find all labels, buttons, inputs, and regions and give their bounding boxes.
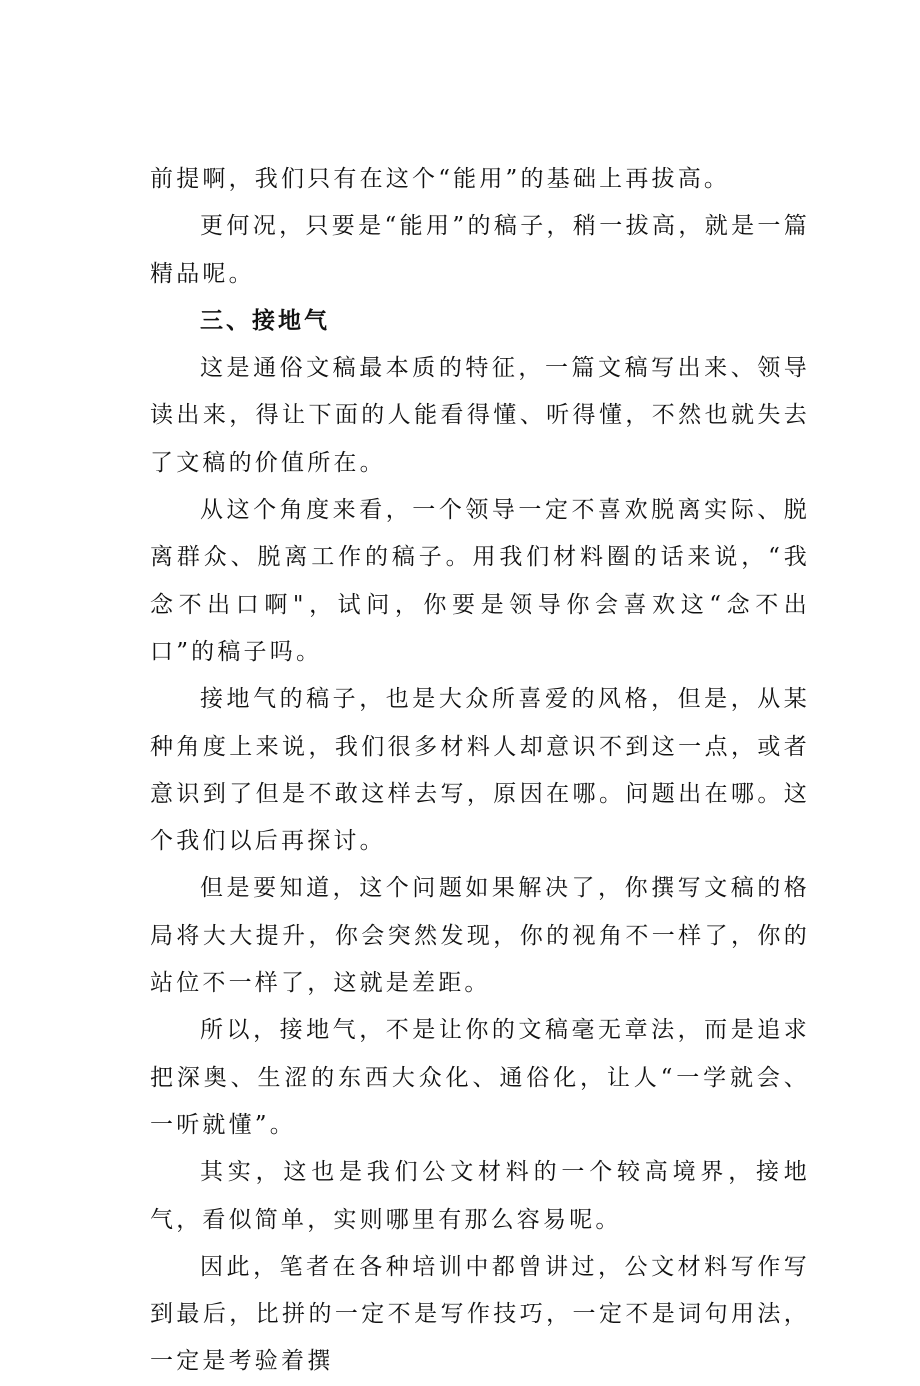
paragraph-9: 因此，笔者在各种培训中都曾讲过，公文材料写作写到最后，比拼的一定不是写作技巧，一定不是词句用法，一定是考验着撰: [150, 1253, 810, 1375]
paragraph-4: 从这个角度来看，一个领导一定不喜欢脱离实际、脱离群众、脱离工作的稿子。用我们材料圈的话来说，“我念不出口啊"，试问，你要是领导你会喜欢这“念不出口”的稿子吗。: [150, 497, 810, 665]
section-heading: 三、接地气: [200, 307, 330, 334]
paragraph-5: 接地气的稿子，也是大众所喜爱的风格，但是，从某种角度上来说，我们很多材料人却意识不到这一点，或者意识到了但是不敢这样去写，原因在哪。问题出在哪。这个我们以后再探讨。: [150, 686, 810, 855]
paragraph-6: 但是要知道，这个问题如果解决了，你撰写文稿的格局将大大提升，你会突然发现，你的视角不一样了，你的站位不一样了，这就是差距。: [150, 875, 810, 997]
document-body: [150, 156, 810, 1386]
paragraph-7: 所以，接地气，不是让你的文稿毫无章法，而是追求把深奥、生涩的东西大众化、通俗化，让人“一学就会、一听就懂”。: [150, 1017, 810, 1138]
paragraph-2: 更何况，只要是“能用”的稿子，稍一拔高，就是一篇精品呢。: [150, 213, 810, 287]
paragraph-3: 这是通俗文稿最本质的特征，一篇文稿写出来、领导读出来，得让下面的人能看得懂、听得懂，不然也就失去了文稿的价值所在。: [150, 355, 810, 476]
paragraph-1: 前提啊，我们只有在这个“能用”的基础上再拔高。: [150, 166, 731, 192]
paragraph-8: 其实，这也是我们公文材料的一个较高境界，接地气，看似简单，实则哪里有那么容易呢。: [150, 1159, 810, 1233]
